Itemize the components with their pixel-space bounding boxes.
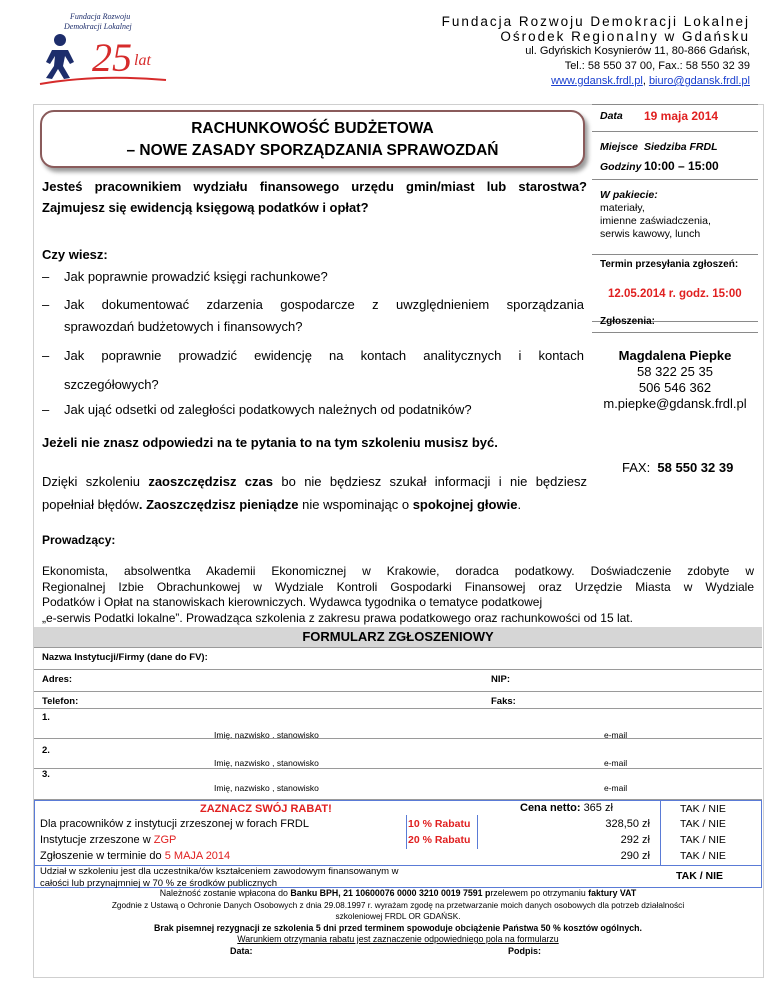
benefit-line	[42, 470, 587, 493]
questions	[42, 244, 587, 266]
eu-text	[40, 866, 399, 890]
benefit-paragraph	[42, 470, 587, 516]
org-phones: Tel.: 58 550 37 00, Fax.: 58 550 32 39	[564, 60, 750, 72]
consent-line: Zgodnie z Ustawą o Ochronie Danych Osobowych z dnia 29.08.1997 r. wyrażam zgodę na przetwarzanie moich danych osobowych dla potrzeb działalności	[111, 899, 685, 910]
question-text: Jak ująć odsetki od zaległości podatkowych należnych od podatników?	[64, 402, 472, 417]
intro-line: Zajmujesz się ewidencją księgową podatków i opłat?	[42, 200, 369, 215]
email-caption: e-mail	[604, 783, 628, 793]
date-sign-label: Data:	[230, 946, 253, 956]
address-field[interactable]	[34, 669, 762, 692]
question-text: szczegółowych?	[64, 377, 159, 392]
payment-line	[34, 888, 762, 900]
website-link[interactable]: www.gdansk.frdl.pl	[551, 75, 643, 87]
signature-label: Podpis:	[508, 946, 541, 956]
trainer-bio	[42, 564, 754, 626]
eu-line: całości lub przynajmniej w 70 % ze środków publicznych	[40, 878, 278, 889]
discount-heading: ZAZNACZ SWÓJ RABAT!	[200, 803, 332, 815]
intro-line: Jesteś pracownikiem wydziału finansowego urzędu gmin/miast lub starostwa?	[42, 179, 587, 194]
rabat-cell-border	[406, 815, 478, 849]
benefit-bold: spokojnej głowie	[412, 497, 518, 512]
questions-heading: Czy wiesz:	[42, 247, 108, 262]
divider	[592, 179, 758, 180]
org-links	[442, 74, 750, 89]
benefit-text: Dzięki szkoleniu	[42, 474, 149, 489]
benefit-text: popełniał błędów	[42, 497, 139, 512]
divider	[592, 104, 758, 105]
question-item	[42, 294, 587, 316]
discount-row-text	[40, 850, 230, 862]
trainer-heading: Prowadzący:	[42, 533, 116, 547]
org-name: Fundacja Rozwoju Demokracji Lokalnej	[441, 14, 750, 29]
tak-nie-option[interactable]: TAK / NIE	[680, 850, 726, 862]
org-branch: Ośrodek Regionalny w Gdańsku	[500, 29, 750, 44]
email-caption: e-mail	[604, 730, 628, 740]
benefit-text: .	[517, 497, 522, 512]
logo-swoosh	[38, 72, 168, 88]
footer-text: Należność zostanie wpłacona do	[159, 888, 291, 898]
price-base: 365 zł	[583, 802, 613, 814]
form-title: FORMULARZ ZGŁOSZENIOWY	[34, 627, 762, 647]
must-be-line: Jeżeli nie znasz odpowiedzi na te pytania to na tym szkoleniu musisz być.	[42, 435, 498, 450]
logo-number: 25	[92, 35, 132, 80]
place-value: Siedziba FRDL	[644, 141, 718, 153]
participant-caption: Imię, nazwisko , stanowisko	[214, 783, 319, 793]
dash: –	[42, 402, 50, 417]
contact-phone: 506 546 362	[638, 380, 712, 395]
package-item: imienne zaświadczenia,	[600, 215, 711, 227]
tak-nie-option[interactable]: TAK / NIE	[676, 870, 724, 882]
bio-line: Regionalnej Izbie Obrachunkowej w Wydziale Kontroli Gospodarki Finansowej oraz Urzędzie Miasta w Wydziale	[42, 579, 754, 594]
consent-line: szkoleniowej FRDL OR GDAŃSK.	[335, 911, 461, 921]
question-item	[64, 316, 302, 338]
date-value: 19 maja 2014	[644, 109, 719, 123]
question-item	[42, 345, 587, 367]
bio-line: Podatków i Opłat na stanowiskach kierowniczych. Wydawca tygodnika o tematyce podatkowej	[42, 595, 543, 609]
org-address: ul. Gdyńskich Kosynierów 11, 80-866 Gdańsk,	[525, 45, 750, 57]
participant-number: 3.	[42, 769, 50, 780]
field-label: Nazwa Instytucji/Firmy (dane do FV):	[42, 652, 208, 663]
logo-line1: Fundacja Rozwoju	[70, 12, 131, 21]
benefit-text: bo nie będziesz szukał informacji i nie będziesz	[273, 474, 587, 489]
logo-line2: Demokracji Lokalnej	[64, 22, 132, 31]
deadline-label: Termin przesyłania zgłoszeń:	[600, 259, 739, 270]
price-value: 328,50 zł	[605, 818, 650, 830]
applications-label: Zgłoszenia:	[600, 316, 656, 327]
cancel-line: Brak pisemnej rezygnacji ze szkolenia 5 dni przed terminem spowoduje obciążenie Państwa 50 % kosztów ogólnych.	[154, 922, 642, 933]
org-header	[442, 14, 750, 89]
logo	[30, 12, 170, 92]
email-caption: e-mail	[604, 758, 628, 768]
intro	[42, 176, 587, 218]
deadline-value: 12.05.2014 r. godz. 15:00	[608, 288, 742, 300]
tak-nie-option[interactable]: TAK / NIE	[680, 834, 726, 846]
participant-number: 1.	[42, 712, 50, 723]
divider	[592, 131, 758, 132]
title-line2: – NOWE ZASADY SPORZĄDZANIA SPRAWOZDAŃ	[126, 142, 499, 159]
question-text: Jak poprawnie prowadzić ewidencję na kontach analitycznych i kontach	[64, 348, 584, 363]
warunek-line: Warunkiem otrzymania rabatu jest zaznaczenie odpowiedniego pola na formularzu	[237, 934, 559, 944]
participant-row[interactable]	[34, 708, 762, 739]
participant-number: 2.	[42, 745, 50, 756]
discount-red: 5 MAJA 2014	[164, 850, 231, 862]
logo-suffix: lat	[134, 52, 151, 69]
contact-block	[592, 348, 758, 412]
footer-bold: faktury VAT	[588, 888, 637, 898]
discount-rabat-20[interactable]: 20 % Rabatu	[408, 834, 471, 846]
question-text: sprawozdań budżetowych i finansowych?	[64, 319, 303, 334]
contact-phone: 58 322 25 35	[637, 364, 713, 379]
contact-email: m.piepke@gdansk.frdl.pl	[603, 396, 747, 411]
hours-value: 10:00 – 15:00	[644, 159, 719, 173]
email-link[interactable]: biuro@gdansk.frdl.pl	[648, 75, 750, 87]
participant-row[interactable]	[34, 738, 762, 769]
package-item: serwis kawowy, lunch	[600, 228, 701, 240]
bio-line: Ekonomista, absolwentka Akademii Ekonomicznej w Krakowie, doradca podatkowy. Doświadczenie zdobyte w	[42, 564, 754, 578]
bank-account: Banku BPH, 21 10600076 0000 3210 0019 7591 p	[290, 888, 491, 898]
participant-row[interactable]	[34, 768, 762, 800]
field-label: Telefon:	[42, 696, 79, 707]
bio-line: „e-serwis Podatki lokalne”. Prowadząca szkolenia z zakresu prawa podatkowego oraz rachunkowości od 15 lat.	[42, 610, 633, 625]
tak-nie-option[interactable]: TAK / NIE	[680, 818, 726, 830]
price-label-text: Cena netto:	[520, 802, 581, 814]
hours-label: Godziny	[600, 161, 642, 173]
package-label: W pakiecie:	[600, 189, 658, 201]
package-item: materiały,	[600, 202, 645, 214]
tak-nie-option[interactable]: TAK / NIE	[680, 803, 726, 815]
discount-text: Zgłoszenie w terminie do	[40, 850, 165, 862]
discount-row-text	[40, 834, 176, 846]
date-label: Data	[600, 110, 623, 122]
question-item	[42, 266, 587, 288]
discount-rabat-10[interactable]: 10 % Rabatu	[408, 818, 471, 830]
field-label: Adres:	[42, 674, 73, 685]
fax-value: 58 550 32 39	[657, 460, 734, 475]
discount-text: Instytucje zrzeszone w	[40, 834, 154, 846]
price-value: 292 zł	[620, 834, 650, 846]
fax-label: FAX:	[622, 460, 651, 475]
fax-field-label: Faks:	[491, 696, 516, 707]
benefit-line	[42, 493, 587, 516]
discount-red: ZGP	[153, 834, 177, 846]
dash: –	[42, 348, 50, 363]
question-text: Jak poprawnie prowadzić księgi rachunkowe?	[64, 269, 328, 284]
footer-text: rzelewem po otrzymaniu	[490, 888, 589, 898]
price-value: 290 zł	[620, 850, 650, 862]
question-item	[64, 374, 159, 396]
fax-line	[622, 460, 733, 475]
dash: –	[42, 269, 50, 284]
benefit-bold: . Zaoszczędzisz pieniądze	[138, 497, 299, 512]
benefit-text: nie wspominając o	[298, 497, 413, 512]
price-label	[520, 802, 613, 814]
contact-name: Magdalena Piepke	[618, 348, 732, 363]
title-line1: RACHUNKOWOŚĆ BUDŻETOWA	[191, 120, 434, 137]
divider	[592, 332, 758, 333]
participant-caption: Imię, nazwisko , stanowisko	[214, 730, 319, 740]
question-text: Jak dokumentować zdarzenia gospodarcze z uwzględnieniem sporządzania	[64, 297, 584, 312]
phone-field[interactable]	[34, 691, 762, 709]
institution-field[interactable]	[34, 647, 762, 670]
eu-line: Udział w szkoleniu jest dla uczestnika/ów kształceniem zawodowym finansowanym w	[40, 866, 399, 877]
benefit-bold: zaoszczędzisz czas	[148, 474, 274, 489]
footer	[34, 888, 762, 946]
nip-label: NIP:	[491, 674, 510, 685]
discount-row-text: Dla pracowników z instytucji zrzeszonej w forach FRDL	[40, 818, 309, 830]
participant-caption: Imię, nazwisko , stanowisko	[214, 758, 319, 768]
sidebar	[592, 104, 758, 574]
course-title	[40, 110, 585, 168]
dash: –	[42, 297, 50, 312]
question-item	[42, 399, 587, 421]
place-label: Miejsce	[600, 141, 638, 153]
links-separator: ,	[642, 75, 649, 87]
